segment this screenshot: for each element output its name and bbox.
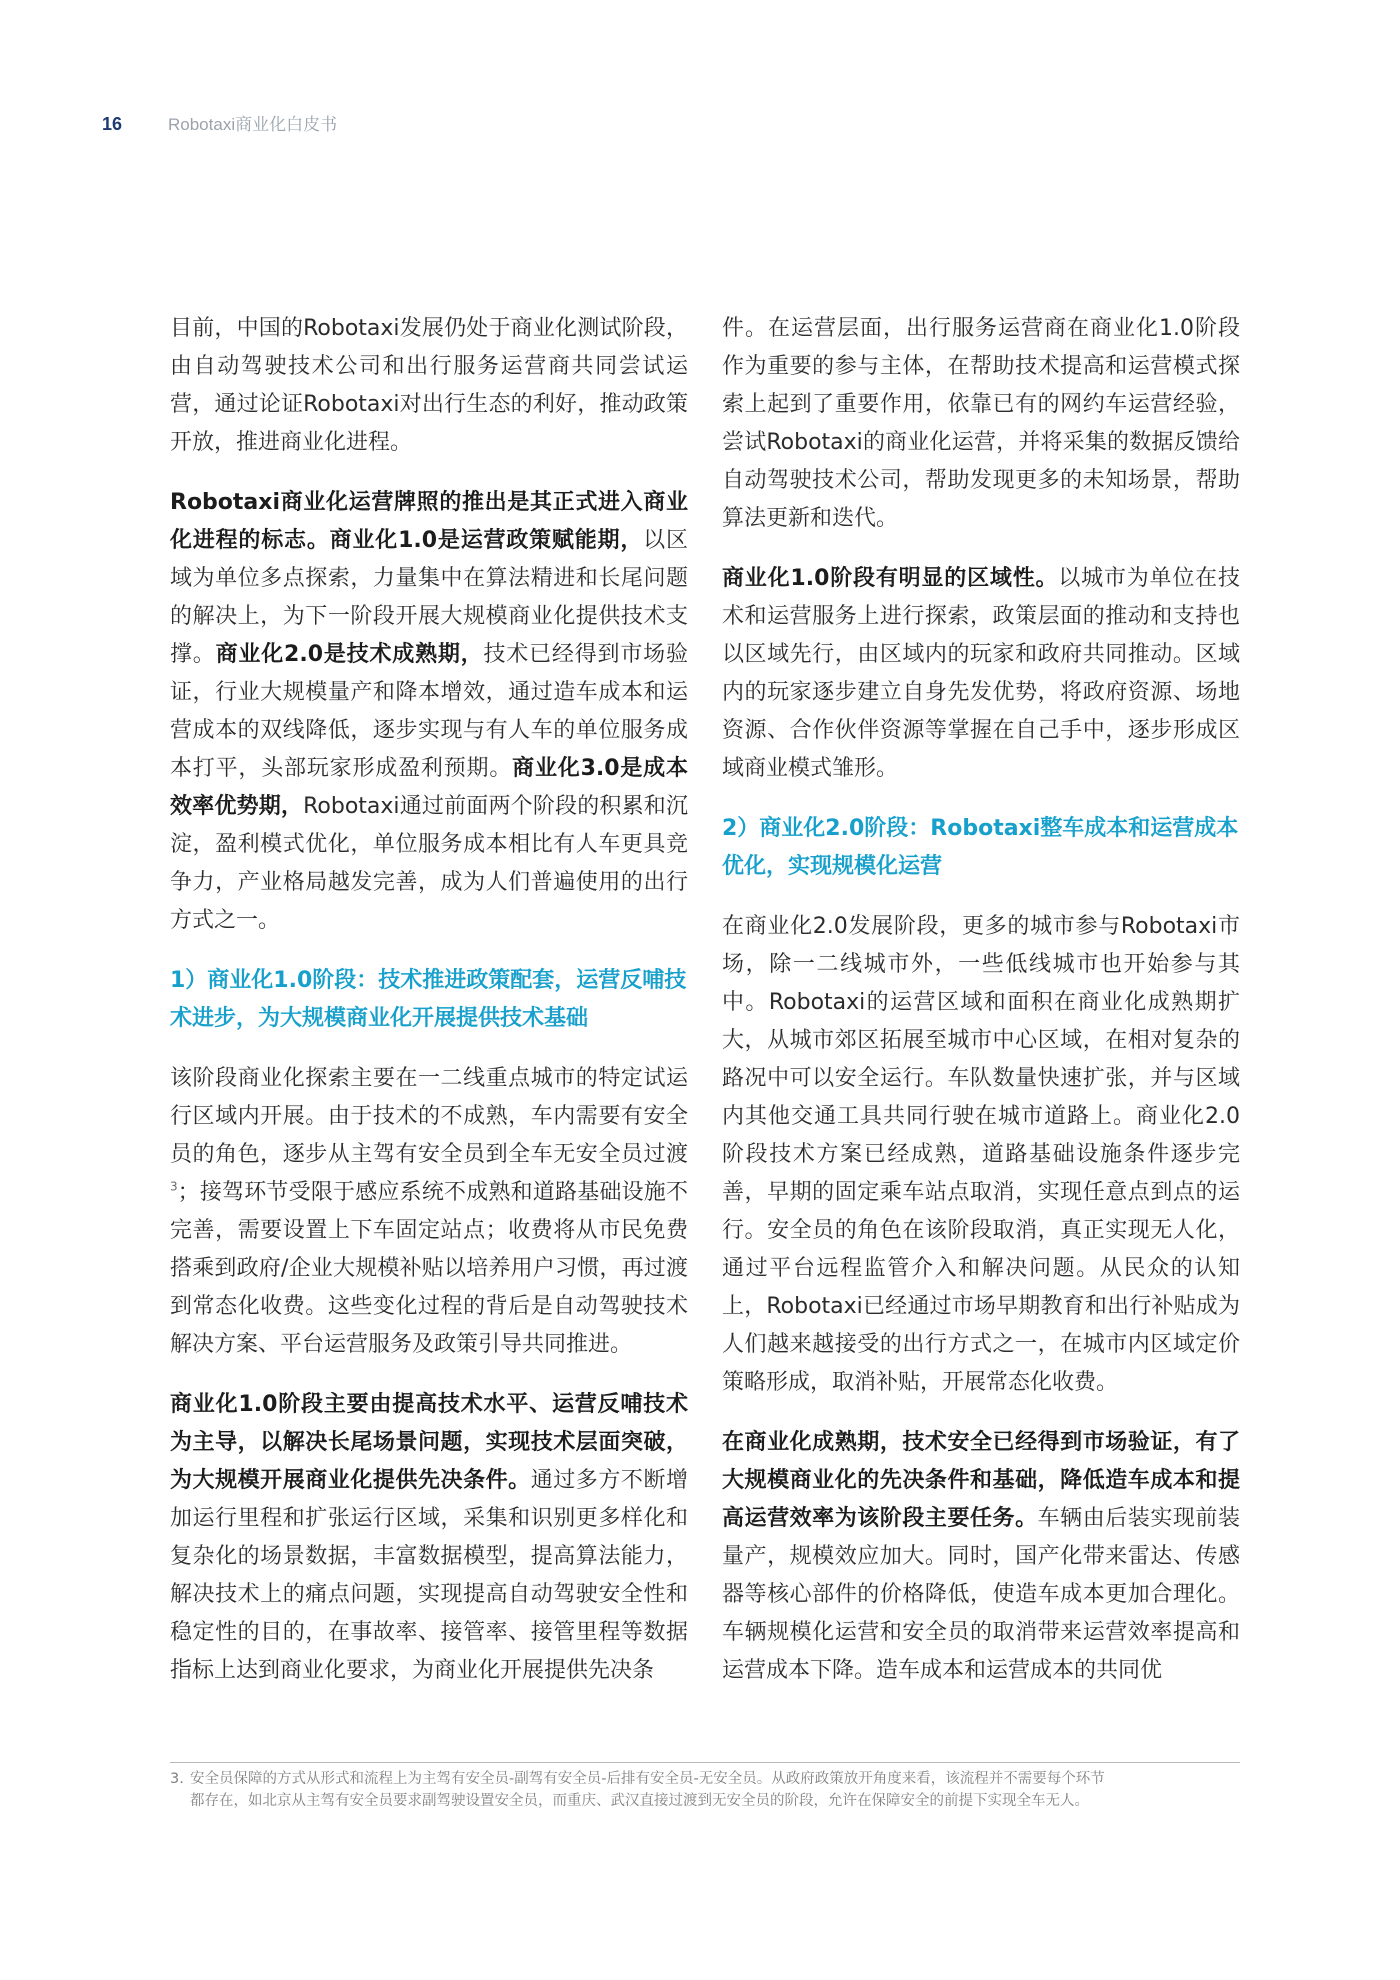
stage-2-focus-paragraph [722,1424,1240,1690]
body-text: 车辆由后装实现前装量产，规模效应加大。同时，国产化带来雷达、传感器等核心部件的价格降低，使造车成本更加合理化。车辆规模化运营和安全员的取消带来运营效率提高和运营成本下降。造车成本和运营成本的共同优 [722,1506,1240,1683]
stages-overview-paragraph [170,484,688,940]
footnote [170,1768,1240,1812]
stage-1-paragraph [170,1060,688,1364]
running-header [102,110,337,138]
body-text: 以城市为单位在技术和运营服务上进行探索，政策层面的推动和支持也以区域先行，由区域内的玩家和政府共同推动。区域内的玩家逐步建立自身先发优势，将政府资源、场地资源、合作伙伴资源等掌握在自己手中，逐步形成区域商业模式雏形。 [722,566,1240,781]
body-text: 以区域为单位多点探索，力量集中在算法精进和长尾问题的解决上，为下一阶段开展大规模商业化提供技术支撑。 [170,528,688,667]
bold-text: Robotaxi商业化运营牌照的推出是其正式进入商业化进程的标志。商业化1.0是运营政策赋能期， [170,490,688,553]
operator-role-paragraph: 件。在运营层面，出行服务运营商在商业化1.0阶段作为重要的参与主体，在帮助技术提高和运营模式探索上起到了重要作用，依靠已有的网约车运营经验，尝试Robotaxi的商业化运营，并将采集的数据反馈给自动驾驶技术公司，帮助发现更多的未知场景，帮助算法更新和迭代。 [722,316,1240,531]
stage-2-paragraph: 在商业化2.0发展阶段，更多的城市参与Robotaxi市场，除一二线城市外，一些低线城市也开始参与其中。Robotaxi的运营区域和面积在商业化成熟期扩大，从城市郊区拓展至城市中心区域，在相对复杂的路况中可以安全运行。车队数量快速扩张，并与区域内其他交通工具共同行驶在城市道路上。商业化2.0阶段技术方案已经成熟，道路基础设施条件逐步完善，早期的固定乘车站点取消，实现任意点到点的运行。安全员的角色在该阶段取消，真正实现无人化，通过平台远程监管介入和解决问题。从民众的认知上，Robotaxi已经通过市场早期教育和出行补贴成为人们越来越接受的出行方式之一，在城市内区域定价策略形成，取消补贴，开展常态化收费。 [722,914,1240,1395]
footnote-line-1: 安全员保障的方式从形式和流程上为主驾有安全员-副驾有安全员-后排有安全员-无安全员。从政府政策放开角度来看，该流程并不需要每个环节 [190,1771,1105,1787]
regional-paragraph [722,560,1240,788]
body-text: 该阶段商业化探索主要在一二线重点城市的特定试运行区域内开展。由于技术的不成熟，车内需要有安全员的角色，逐步从主驾有安全员到全车无安全员过渡 [170,1066,688,1167]
footnote-line-2: 都存在，如北京从主驾有安全员要求副驾驶设置安全员，而重庆、武汉直接过渡到无安全员的阶段，允许在保障安全的前提下实现全车无人。 [190,1793,1089,1809]
left-column [170,310,688,1712]
right-column [722,310,1240,1712]
section-heading-stage-2: 2）商业化2.0阶段：Robotaxi整车成本和运营成本优化，实现规模化运营 [722,816,1239,879]
intro-paragraph: 目前，中国的Robotaxi发展仍处于商业化测试阶段，由自动驾驶技术公司和出行服务运营商共同尝试运营，通过论证Robotaxi对出行生态的利好，推动政策开放，推进商业化进程。 [170,316,688,455]
bold-text: 在商业化成熟期，技术安全已经得到市场验证，有了大规模商业化的先决条件和基础，降低造车成本和提高运营效率为该阶段主要任务。 [722,1430,1240,1531]
body-text: ；接驾环节受限于感应系统不成熟和道路基础设施不完善，需要设置上下车固定站点；收费将从市民免费搭乘到政府/企业大规模补贴以培养用户习惯，再过渡到常态化收费。这些变化过程的背后是自动驾驶技术解决方案、平台运营服务及政策引导共同推进。 [170,1180,688,1357]
bold-text: 商业化1.0阶段有明显的区域性。 [722,566,1059,591]
footnote-reference[interactable]: 3 [170,1179,178,1194]
footnote-number: 3. [170,1771,184,1787]
document-title: Robotaxi商业化白皮书 [168,115,338,134]
bold-text: 商业化1.0阶段主要由提高技术水平、运营反哺技术为主导，以解决长尾场景问题，实现技术层面突破，为大规模开展商业化提供先决条件。 [170,1392,688,1493]
section-heading-stage-1: 1）商业化1.0阶段：技术推进政策配套，运营反哺技术进步，为大规模商业化开展提供技术基础 [170,968,687,1031]
body-text: Robotaxi通过前面两个阶段的积累和沉淀，盈利模式优化，单位服务成本相比有人车更具竞争力，产业格局越发完善，成为人们普遍使用的出行方式之一。 [170,794,688,933]
page-number: 16 [102,114,123,134]
bold-text: 商业化3.0是成本效率优势期， [170,756,688,819]
body-text: 技术已经得到市场验证，行业大规模量产和降本增效，通过造车成本和运营成本的双线降低，逐步实现与有人车的单位服务成本打平，头部玩家形成盈利预期。 [170,642,688,781]
bold-text: 商业化2.0是技术成熟期， [215,642,484,667]
body-text: 通过多方不断增加运行里程和扩张运行区域，采集和识别更多样化和复杂化的场景数据，丰富数据模型，提高算法能力，解决技术上的痛点问题，实现提高自动驾驶安全性和稳定性的目的，在事故率、接管率、接管里程等数据指标上达到商业化要求，为商业化开展提供先决条 [170,1468,688,1683]
stage-1-focus-paragraph [170,1386,688,1690]
footnote-divider [170,1762,1240,1763]
